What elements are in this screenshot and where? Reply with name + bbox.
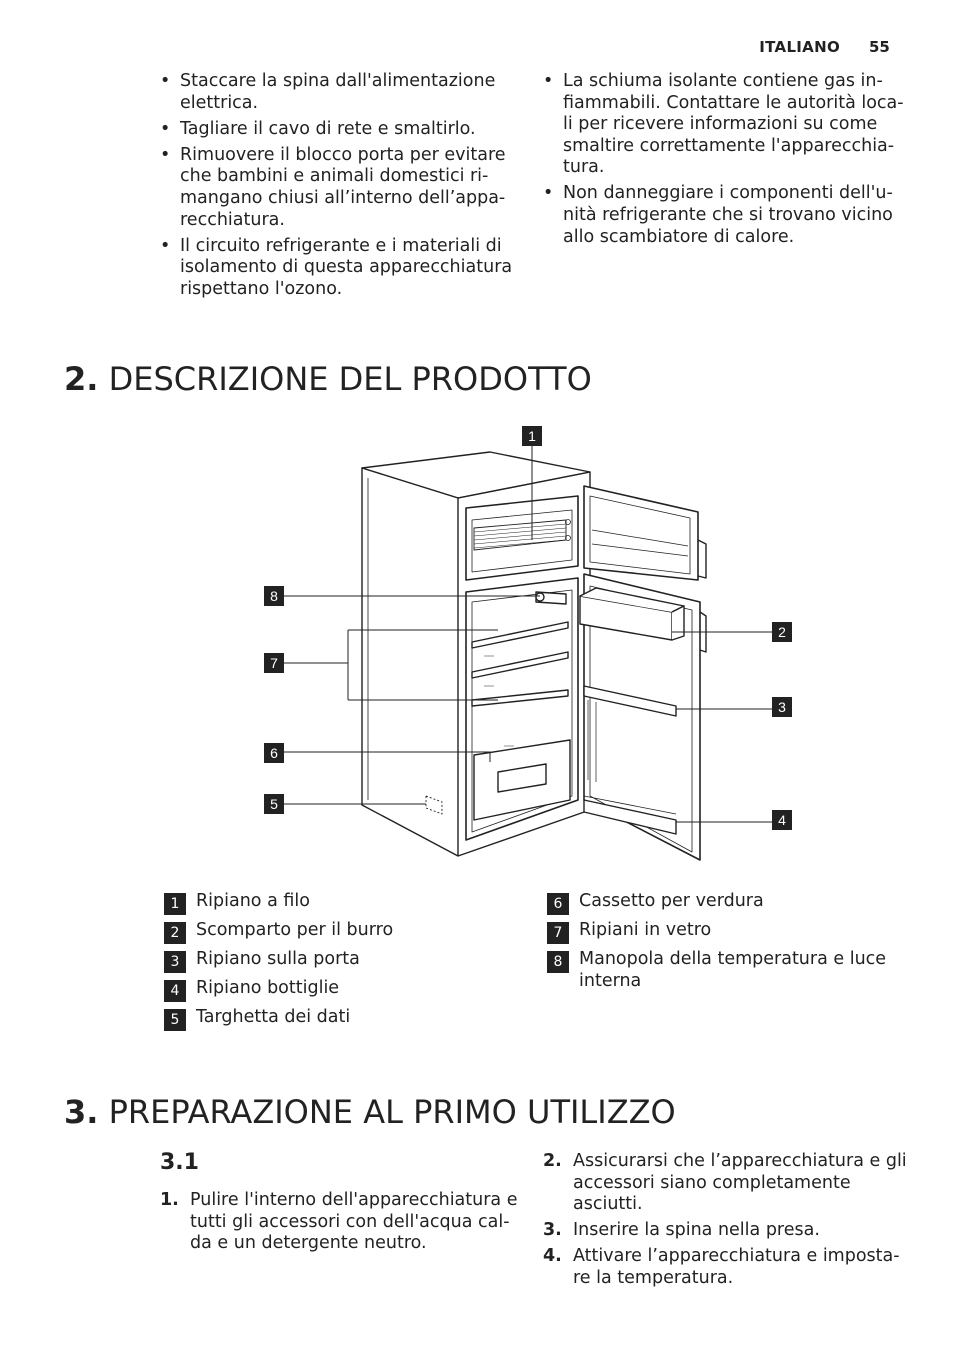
callout-1: 1 (522, 426, 542, 446)
text-line: asciutti. (573, 1194, 643, 1215)
legend-label: Manopola della temperatura e luce (579, 949, 887, 969)
section-3-heading (64, 1093, 676, 1131)
text-line: tura. (563, 157, 605, 178)
legend-item (164, 919, 504, 941)
text-line: rispettano l'ozono. (180, 278, 343, 299)
legend-label: Targhetta dei dati (196, 1007, 351, 1027)
legend-number: 4 (164, 980, 186, 1002)
text-line: isolamento di questa apparecchiatura (180, 257, 513, 278)
text-line: elettrica. (180, 92, 259, 113)
header-language: ITALIANO (759, 38, 840, 56)
text-line: fiammabili. Contattare le autorità loca- (563, 92, 904, 113)
text-line: • Tagliare il cavo di rete e smaltirlo. (180, 118, 476, 139)
callout-8: 8 (264, 586, 284, 606)
text-line: recchiatura. (180, 209, 285, 230)
legend-label: Ripiano a filo (196, 891, 310, 911)
text-line: Inserire la spina nella presa. (573, 1220, 820, 1241)
step-item (543, 1220, 923, 1242)
legend-label: Ripiano sulla porta (196, 949, 360, 969)
legend-item (164, 1006, 504, 1028)
callout-7: 7 (264, 653, 284, 673)
legend-label: Scomparto per il burro (196, 920, 394, 940)
callout-2: 2 (772, 622, 792, 642)
step-item (543, 1246, 923, 1289)
legend-number: 3 (164, 951, 186, 973)
legend-label: Ripiani in vetro (579, 920, 712, 940)
text-line: • Il circuito refrigerante e i materiali di (180, 235, 502, 256)
legend-number: 1 (164, 893, 186, 915)
text-line: mangano chiusi all’interno dell’appa- (180, 187, 506, 208)
legend-left (164, 890, 504, 1035)
text-line: smaltire correttamente l'apparecchia- (563, 135, 895, 156)
step-number: 2. (543, 1151, 562, 1171)
page-number: 55 (869, 38, 890, 56)
text-line: • Staccare la spina dall'alimentazione (180, 71, 496, 91)
section-title: PREPARAZIONE AL PRIMO UTILIZZO (108, 1093, 676, 1131)
step-number: 1. (160, 1190, 179, 1210)
legend-right (547, 890, 907, 999)
legend-label: interna (579, 971, 642, 991)
legend-item (547, 890, 907, 912)
steps-left (160, 1190, 530, 1259)
legend-number: 6 (547, 893, 569, 915)
step-number: 4. (543, 1246, 562, 1267)
step-item (543, 1151, 923, 1216)
callout-4: 4 (772, 810, 792, 830)
steps-right (543, 1151, 923, 1294)
legend-item (547, 919, 907, 941)
text-line: accessori siano completamente (573, 1172, 851, 1193)
text-line: • Rimuovere il blocco porta per evitare (180, 144, 506, 165)
section-number: 2. (64, 360, 99, 398)
text-line: Attivare l’apparecchiatura e imposta- (573, 1246, 900, 1267)
legend-item (164, 948, 504, 970)
text-line: re la temperatura. (573, 1267, 734, 1288)
text-line: Pulire l'interno dell'apparecchiatura e (190, 1190, 518, 1210)
legend-item (547, 948, 907, 992)
text-line: allo scambiatore di calore. (563, 226, 795, 247)
legend-label: Cassetto per verdura (579, 891, 764, 911)
callout-6: 6 (264, 743, 284, 763)
text-line: nità refrigerante che si trovano vicino (563, 205, 893, 226)
text-line: che bambini e animali domestici ri- (180, 166, 489, 187)
legend-number: 5 (164, 1009, 186, 1031)
legend-label: Ripiano bottiglie (196, 978, 340, 998)
section-number: 3. (64, 1093, 99, 1131)
callout-5: 5 (264, 794, 284, 814)
callout-3: 3 (772, 697, 792, 717)
section-title: DESCRIZIONE DEL PRODOTTO (108, 360, 592, 398)
subsection-heading: 3.1 (160, 1150, 199, 1175)
text-line: Assicurarsi che l’apparecchiatura e gli (573, 1151, 907, 1171)
text-line: tutti gli accessori con dell'acqua cal- (190, 1211, 510, 1232)
text-line: da e un detergente neutro. (190, 1233, 427, 1254)
text-line: li per ricevere informazioni su come (563, 114, 878, 135)
text-line: • Non danneggiare i componenti dell'u- (563, 183, 893, 204)
legend-item (164, 977, 504, 999)
legend-number: 2 (164, 922, 186, 944)
step-item (160, 1190, 530, 1255)
legend-number: 8 (547, 951, 569, 973)
legend-item (164, 890, 504, 912)
step-number: 3. (543, 1220, 562, 1241)
text-line: • La schiuma isolante contiene gas in- (563, 71, 883, 91)
legend-number: 7 (547, 922, 569, 944)
